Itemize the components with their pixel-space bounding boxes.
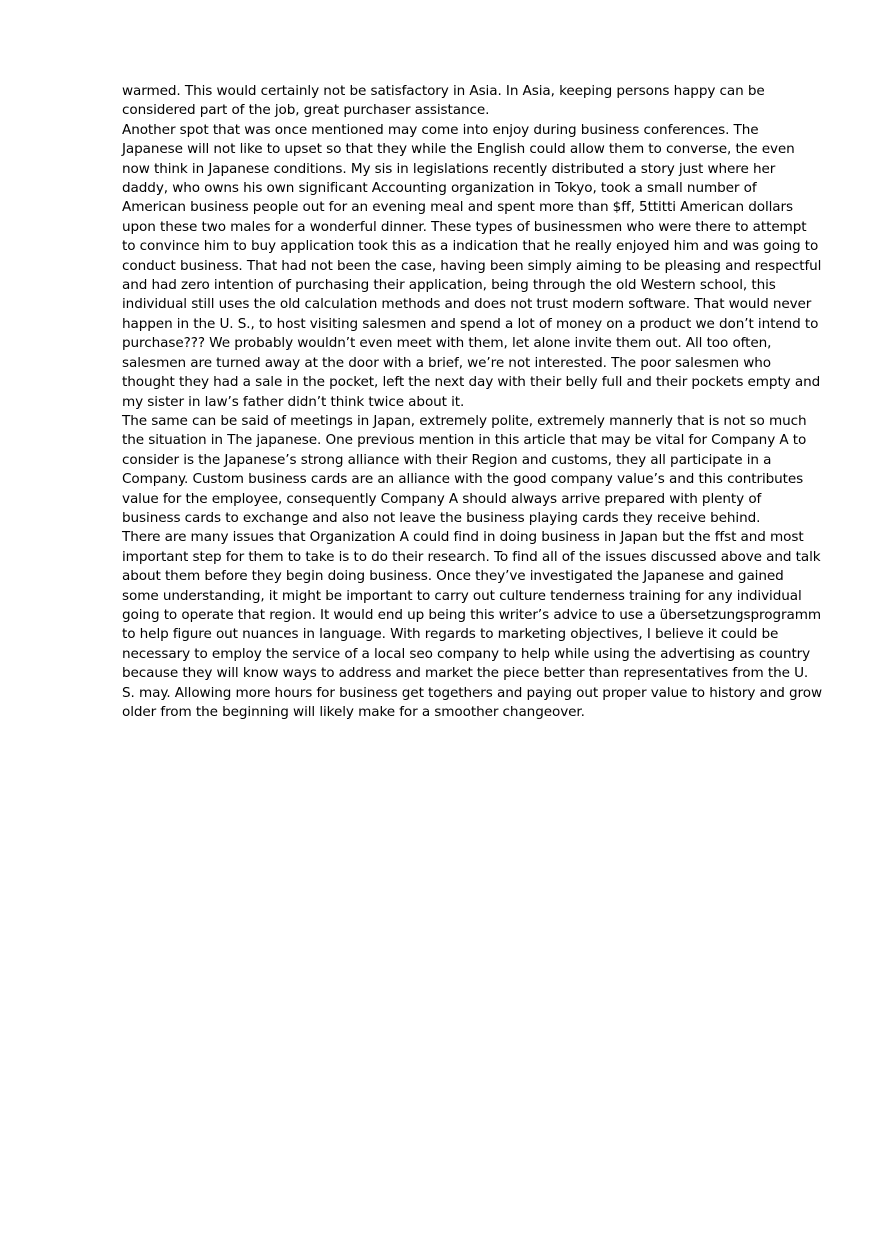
document-body bbox=[122, 82, 822, 722]
paragraph-4: There are many issues that Organization A could find in doing business in Japan but the ffst and most important step for them to take is to do their research. To find all of the issues discussed above and talk about them before they begin doing business. Once they’ve investigated the Japanese and gained some understanding, it might be important to carry out culture tenderness training for any individual going to operate that region. It would end up being this writer’s advice to use a übersetzungsprogramm to help figure out nuances in language. With regards to marketing objectives, I believe it could be necessary to employ the service of a local seo company to help while using the advertising as country because they will know ways to address and market the piece better than representatives from the U. S. may. Allowing more hours for business get togethers and paying out proper value to history and grow older from the beginning will likely make for a smoother changeover. bbox=[122, 529, 822, 720]
paragraph-1: warmed. This would certainly not be satisfactory in Asia. In Asia, keeping persons happy can be considered part of the job, great purchaser assistance. bbox=[122, 83, 765, 119]
paragraph-2: Another spot that was once mentioned may come into enjoy during business conferences. The Japanese will not like to upset so that they while the English could allow them to converse, the even now think in Japanese conditions. My sis in legislations recently distributed a story just where her daddy, who owns his own significant Accounting organization in Tokyo, took a small number of American business people out for an evening meal and spent more than $ff, 5ttitti American dollars upon these two males for a wonderful dinner. These types of businessmen who were there to attempt to convince him to buy application took this as a indication that he really enjoyed him and was going to conduct business. That had not been the case, having been simply aiming to be pleasing and respectful and had zero intention of purchasing their application, being through the old Western school, this individual still uses the old calculation methods and does not trust modern software. That would never happen in the U. S., to host visiting salesmen and spend a lot of money on a product we don’t intend to purchase??? We probably wouldn’t even meet with them, let alone invite them out. All too often, salesmen are turned away at the door with a brief, we’re not interested. The poor salesmen who thought they had a sale in the pocket, left the next day with their belly full and their pockets empty and my sister in law’s father didn’t think twice about it. bbox=[122, 121, 822, 410]
paragraph-3: The same can be said of meetings in Japan, extremely polite, extremely mannerly that is not so much the situation in The japanese. One previous mention in this article that may be vital for Company A to consider is the Japanese’s strong alliance with their Region and customs, they all participate in a Company. Custom business cards are an alliance with the good company value’s and this contributes value for the employee, consequently Company A should always arrive prepared with plenty of business cards to exchange and also not leave the business playing cards they receive behind. bbox=[122, 412, 807, 526]
